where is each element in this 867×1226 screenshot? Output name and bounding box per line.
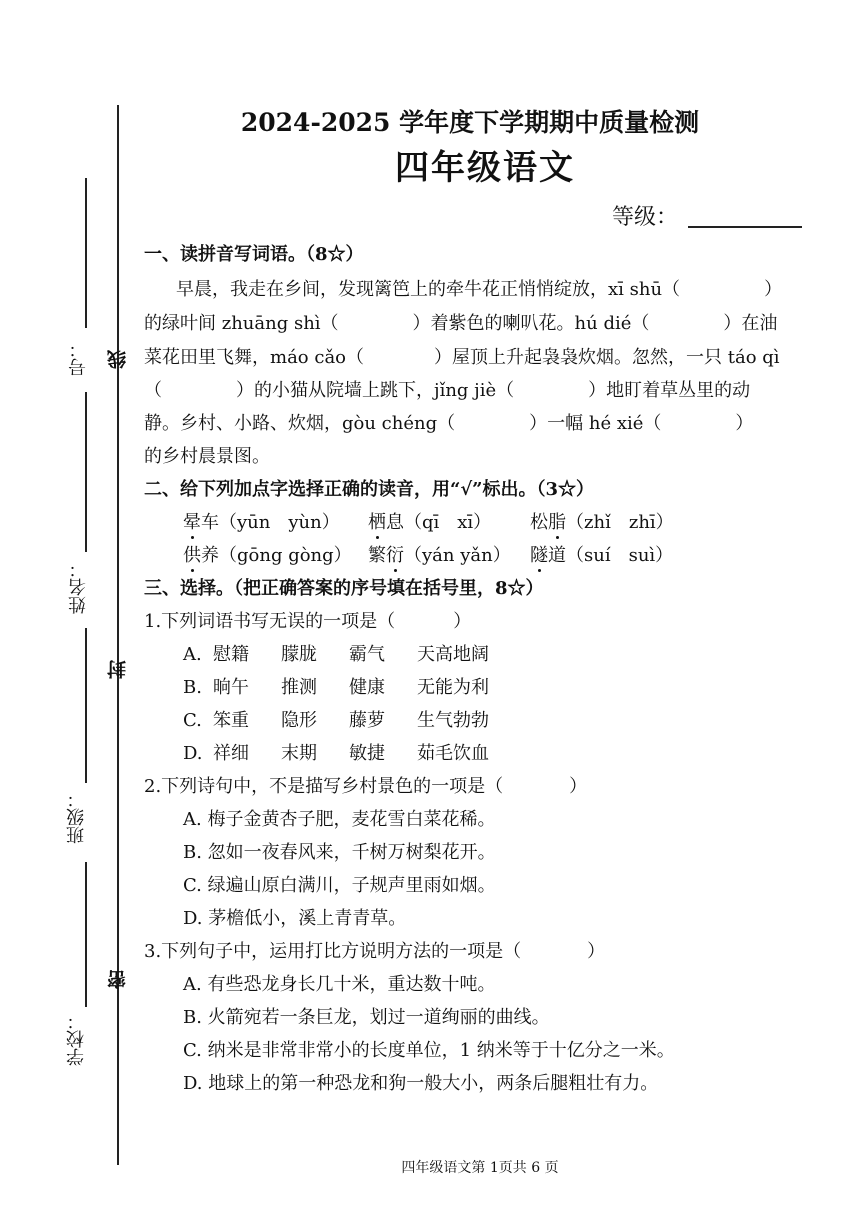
word: 末期 xyxy=(281,743,317,764)
question-3-stem xyxy=(144,937,605,963)
text: （zhǐ zhī） xyxy=(566,512,674,533)
text: ） xyxy=(453,611,472,632)
pinyin-item-3[interactable] xyxy=(530,508,674,534)
word: 推测 xyxy=(281,677,317,698)
section2-heading: 二、给下列加点字选择正确的读音，用“√”标出。（3☆） xyxy=(144,479,595,500)
text: 1.下列词语书写无误的一项是（ xyxy=(144,611,396,632)
word: 茹毛饮血 xyxy=(417,743,489,764)
text: 的绿叶间 zhuāng shì（ xyxy=(144,313,339,334)
section1-line4 xyxy=(144,376,750,402)
field-label-number: 号： xyxy=(68,340,89,376)
word: 慰籍 xyxy=(213,644,249,665)
q1-option-d[interactable] xyxy=(183,739,489,765)
seal-char-mi: 密 xyxy=(107,970,129,989)
binding-line xyxy=(117,105,119,1165)
q1-option-b[interactable] xyxy=(183,673,489,699)
text: 车（yūn yùn） xyxy=(201,512,340,533)
grade-label: 等级： xyxy=(612,205,679,230)
question-2-stem xyxy=(144,772,587,798)
pinyin-item-4[interactable] xyxy=(183,541,352,567)
text: 3.下列句子中，运用打比方说明方法的一项是（ xyxy=(144,941,522,962)
field-rule-number xyxy=(85,178,87,328)
section1-line6: 的乡村晨景图。 xyxy=(144,446,270,467)
text: 息（qī xī） xyxy=(386,512,492,533)
text: （yán yǎn） xyxy=(404,545,511,566)
text: ）屋顶上升起袅袅炊烟。忽然，一只 táo qì xyxy=(434,347,780,368)
page-footer: 四年级语文第 1页共 6 页 xyxy=(401,1160,559,1176)
grade-blank[interactable] xyxy=(688,226,802,228)
text: ） xyxy=(569,776,588,797)
word: 健康 xyxy=(349,677,385,698)
field-label-class: 班级： xyxy=(66,790,87,844)
text: ）地盯着草丛里的动 xyxy=(588,380,751,401)
field-label-school: 学校： xyxy=(66,1012,87,1066)
q1-option-a[interactable] xyxy=(183,640,489,666)
pinyin-item-2[interactable] xyxy=(368,508,491,534)
text: 静。乡村、小路、炊烟，gòu chéng（ xyxy=(144,413,456,434)
text: ） xyxy=(764,279,783,300)
word: 藤萝 xyxy=(349,710,385,731)
dotted-char: 脂 xyxy=(548,512,566,533)
text: ）的小猫从院墙上跳下，jǐng jiè（ xyxy=(236,380,515,401)
word: 生气勃勃 xyxy=(417,710,489,731)
field-rule-class xyxy=(85,628,87,783)
field-label-name: 姓名： xyxy=(68,560,89,614)
q3-option-d[interactable]: D. 地球上的第一种恐龙和狗一般大小，两条后腿粗壮有力。 xyxy=(183,1073,659,1094)
section1-heading: 一、读拼音写词语。（8☆） xyxy=(144,244,364,265)
word: 隐形 xyxy=(281,710,317,731)
text: 早晨，我走在乡间，发现篱笆上的牵牛花正悄悄绽放，xī shū（ xyxy=(176,279,681,300)
section3-heading: 三、选择。（把正确答案的序号填在括号里，8☆） xyxy=(144,578,544,599)
word: 霸气 xyxy=(349,644,385,665)
text: 繁 xyxy=(368,545,386,566)
word: 祥细 xyxy=(213,743,249,764)
exam-title: 2024-2025 学年度下学期期中质量检测 xyxy=(240,108,700,137)
option-letter: B. xyxy=(183,677,202,698)
text: 菜花田里飞舞，máo cǎo（ xyxy=(144,347,365,368)
text: ）着紫色的喇叭花。hú dié（ xyxy=(412,313,650,334)
text: 养（gōng gòng） xyxy=(201,545,352,566)
option-letter: D. xyxy=(183,743,203,764)
word: 晌午 xyxy=(213,677,249,698)
text: ） xyxy=(587,941,606,962)
q3-option-b[interactable]: B. 火箭宛若一条巨龙，划过一道绚丽的曲线。 xyxy=(183,1007,550,1028)
pinyin-item-1[interactable] xyxy=(183,508,340,534)
question-1-stem xyxy=(144,607,471,633)
dotted-char: 栖 xyxy=(368,512,386,533)
section1-line3 xyxy=(144,343,780,369)
word: 敏捷 xyxy=(349,743,385,764)
word: 天高地阔 xyxy=(417,644,489,665)
text: 道（suí suì） xyxy=(548,545,674,566)
option-letter: A. xyxy=(183,644,202,665)
q2-option-c[interactable]: C. 绿遍山原白满川，子规声里雨如烟。 xyxy=(183,875,496,896)
dotted-char: 隧 xyxy=(530,545,548,566)
q2-option-b[interactable]: B. 忽如一夜春风来，千树万树梨花开。 xyxy=(183,842,496,863)
dotted-char: 供 xyxy=(183,545,201,566)
text: ） xyxy=(735,413,754,434)
text: ）一幅 hé xié（ xyxy=(529,413,662,434)
q2-option-d[interactable]: D. 茅檐低小，溪上青青草。 xyxy=(183,908,407,929)
word: 笨重 xyxy=(213,710,249,731)
text: （ xyxy=(144,380,162,401)
dotted-char: 晕 xyxy=(183,512,201,533)
option-letter: C. xyxy=(183,710,202,731)
dotted-char: 衍 xyxy=(386,545,404,566)
q2-option-a[interactable]: A. 梅子金黄杏子肥，麦花雪白菜花稀。 xyxy=(183,809,496,830)
exam-subject: 四年级语文 xyxy=(395,148,575,188)
seal-char-feng: 封 xyxy=(107,660,129,679)
text: ）在油 xyxy=(723,313,778,334)
text: 松 xyxy=(530,512,548,533)
section1-line1 xyxy=(176,275,782,301)
section1-line5 xyxy=(144,409,753,435)
seal-char-xian: 线 xyxy=(107,350,129,369)
pinyin-item-6[interactable] xyxy=(530,541,673,567)
q1-option-c[interactable] xyxy=(183,706,489,732)
field-rule-name xyxy=(85,392,87,552)
q3-option-a[interactable]: A. 有些恐龙身长几十米，重达数十吨。 xyxy=(183,974,496,995)
q3-option-c[interactable]: C. 纳米是非常非常小的长度单位，1 纳米等于十亿分之一米。 xyxy=(183,1040,675,1061)
text: 2.下列诗句中，不是描写乡村景色的一项是（ xyxy=(144,776,504,797)
section1-line2 xyxy=(144,309,777,335)
field-rule-school xyxy=(85,862,87,1007)
word: 无能为利 xyxy=(417,677,489,698)
word: 朦胧 xyxy=(281,644,317,665)
pinyin-item-5[interactable] xyxy=(368,541,511,567)
